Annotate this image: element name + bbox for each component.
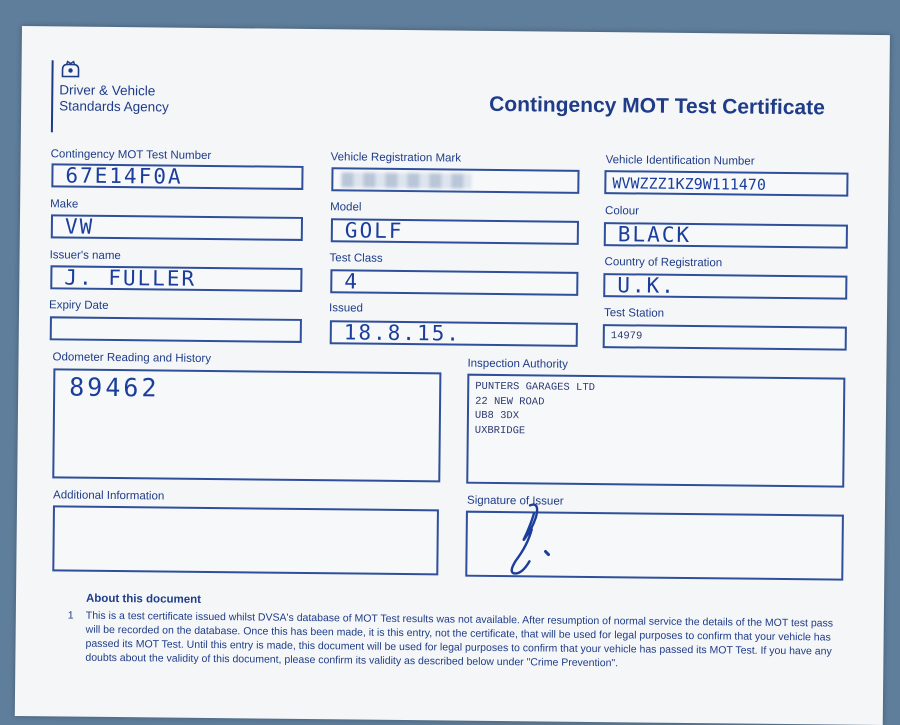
odometer-field xyxy=(52,368,441,482)
colour-label: Colour xyxy=(605,205,640,218)
address-line: PUNTERS GARAGES LTD xyxy=(475,380,596,395)
document-title: Contingency MOT Test Certificate xyxy=(489,92,825,120)
logo-bar xyxy=(51,60,54,132)
address-line: 22 NEW ROAD xyxy=(475,395,545,408)
make-value: VW xyxy=(64,214,95,239)
test-number-label: Contingency MOT Test Number xyxy=(50,148,212,162)
address-line: UB8 3DX xyxy=(474,409,520,423)
test-station-label: Test Station xyxy=(603,307,665,320)
vin-value: WVWZZZ1KZ9W111470 xyxy=(612,174,767,194)
expiry-date-label: Expiry Date xyxy=(49,299,109,312)
about-heading: About this document xyxy=(85,592,202,606)
inspection-authority-address xyxy=(475,380,595,439)
signature-mark xyxy=(495,499,566,586)
registration-redaction xyxy=(341,172,471,188)
odometer-label: Odometer Reading and History xyxy=(52,351,212,365)
additional-info-field xyxy=(52,505,439,575)
country-field xyxy=(603,273,847,300)
about-text: This is a test certificate issued whilst DVSA's database of MOT Test results was not available. After resumption of normal service the details of the MOT test pass will be recorded on the database. Once this has been made, it is this entry, not the certificate, that will be used for legal purposes to confirm that your vehicle has passed its MOT Test. Until this entry is made, this document will be used for legal purposes to confirm that your vehicle has passed its MOT Test. If you have any doubts about the validity of this document, please confirm its validity as described below under "Crime Prevention". xyxy=(85,609,834,670)
issued-label: Issued xyxy=(328,302,364,315)
registration-field xyxy=(331,167,579,194)
certificate-paper xyxy=(15,26,890,725)
issued-value: 18.8.15. xyxy=(343,320,462,346)
issuer-name-field xyxy=(50,265,302,292)
make-field xyxy=(51,214,303,241)
country-label: Country of Registration xyxy=(604,256,723,270)
inspection-authority-label: Inspection Authority xyxy=(467,357,568,371)
signature-field xyxy=(465,511,844,581)
issued-field xyxy=(330,320,578,347)
signature-label: Signature of Issuer xyxy=(466,494,564,508)
model-value: GOLF xyxy=(344,218,404,244)
test-class-field xyxy=(330,269,578,296)
royal-crest-icon xyxy=(59,60,81,78)
model-field xyxy=(331,218,579,245)
colour-value: BLACK xyxy=(617,222,692,248)
expiry-date-field xyxy=(50,316,302,343)
odometer-value: 89462 xyxy=(69,372,160,403)
test-class-label: Test Class xyxy=(329,252,383,265)
test-class-value: 4 xyxy=(344,269,360,294)
inspection-authority-field xyxy=(466,374,845,488)
test-station-field xyxy=(603,324,847,351)
test-number-value: 67E14F0A xyxy=(65,163,183,189)
country-value: U.K. xyxy=(617,273,677,298)
address-line: UXBRIDGE xyxy=(474,424,526,437)
make-label: Make xyxy=(50,198,79,211)
issuer-name-label: Issuer's name xyxy=(49,249,121,263)
registration-label: Vehicle Registration Mark xyxy=(330,151,462,165)
test-station-value: 14979 xyxy=(610,330,643,343)
agency-name: Driver & Vehicle Standards Agency xyxy=(59,82,169,115)
issuer-name-value: J. FULLER xyxy=(64,265,197,291)
test-number-field xyxy=(51,163,303,190)
model-label: Model xyxy=(330,201,362,214)
vin-field xyxy=(604,170,848,197)
vin-label: Vehicle Identification Number xyxy=(605,154,755,168)
additional-info-label: Additional Information xyxy=(53,489,165,503)
colour-field xyxy=(604,222,848,249)
about-item-number: 1 xyxy=(67,609,74,622)
